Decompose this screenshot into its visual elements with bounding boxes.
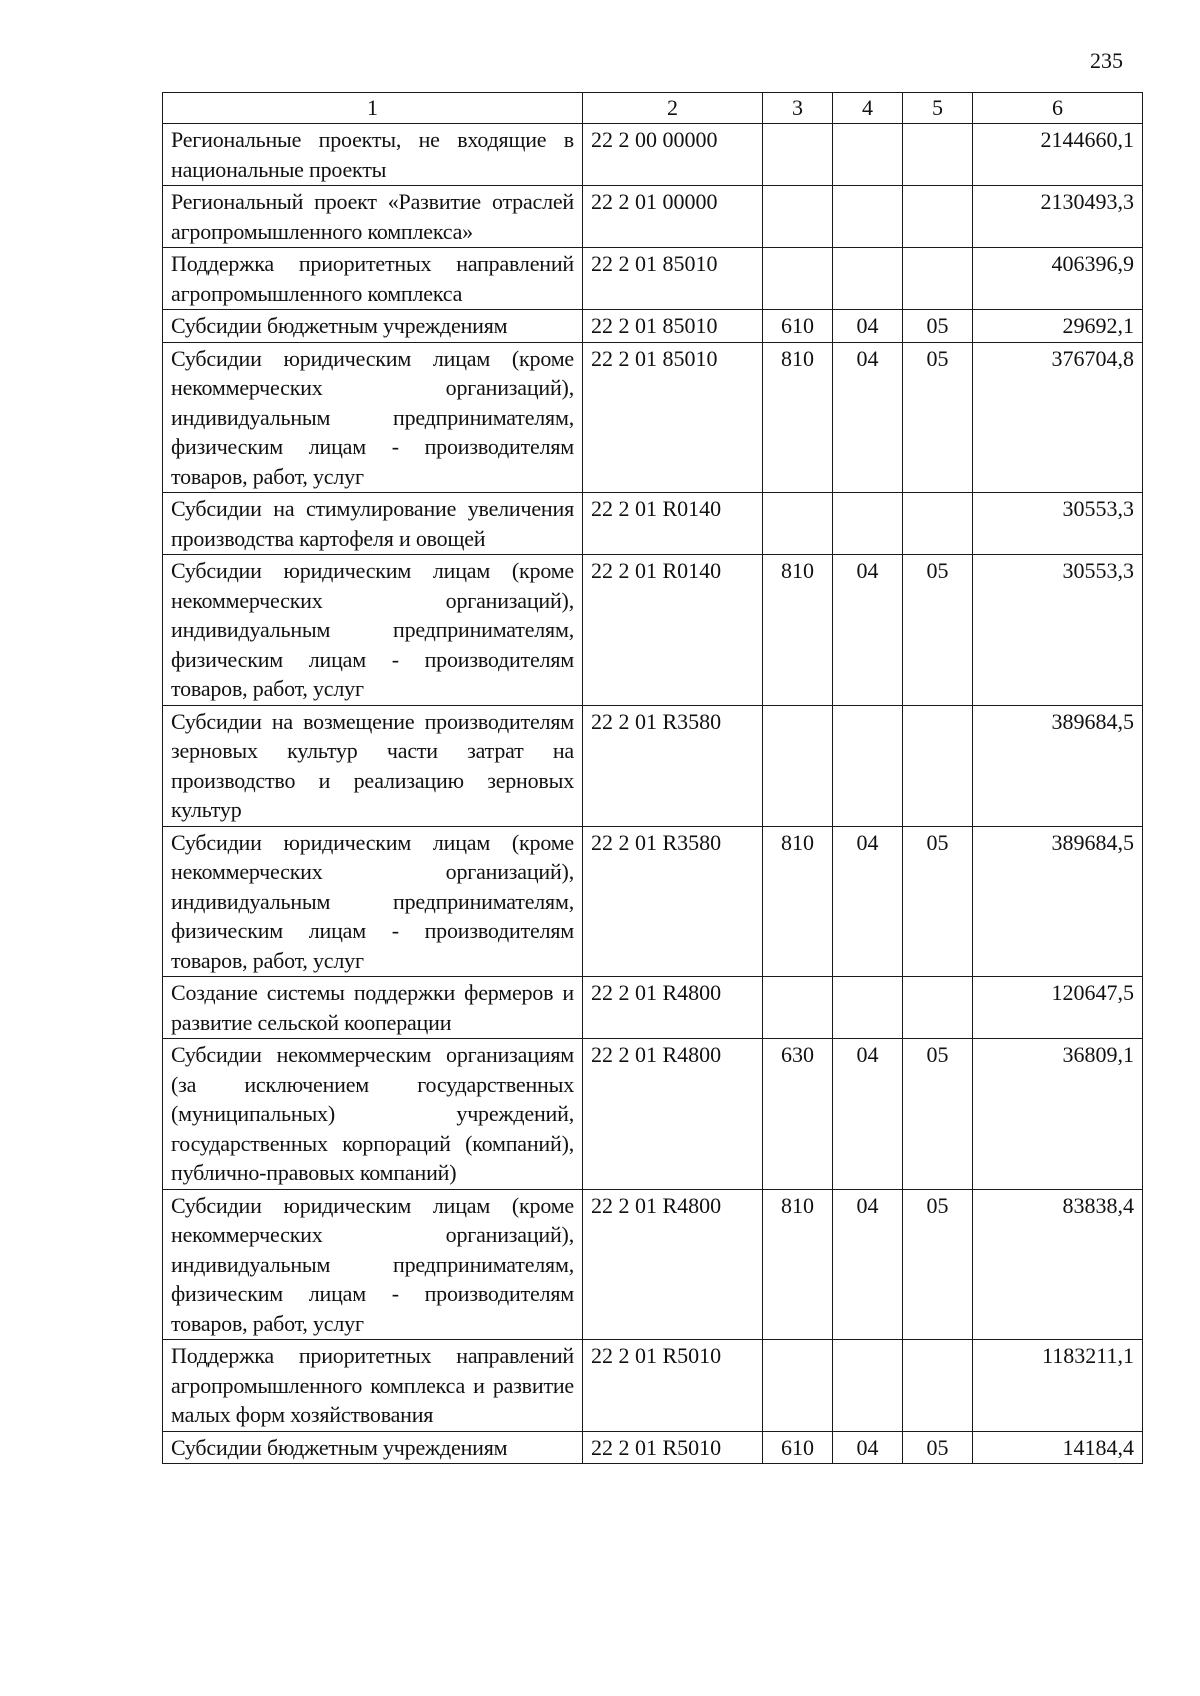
row-amount: 30553,3 <box>973 493 1143 555</box>
row-vr: 810 <box>763 1189 833 1340</box>
row-vr: 610 <box>763 1431 833 1464</box>
table-body <box>163 124 1143 1464</box>
row-rz: 04 <box>833 1431 903 1464</box>
row-rz: 04 <box>833 1039 903 1190</box>
row-pr <box>903 493 973 555</box>
row-rz: 04 <box>833 342 903 493</box>
row-vr <box>763 977 833 1039</box>
row-rz: 04 <box>833 555 903 706</box>
row-amount: 36809,1 <box>973 1039 1143 1190</box>
header-col-2: 2 <box>583 93 763 124</box>
row-code: 22 2 01 R5010 <box>583 1431 763 1464</box>
row-rz <box>833 705 903 826</box>
row-pr: 05 <box>903 342 973 493</box>
row-vr <box>763 186 833 248</box>
row-pr <box>903 124 973 186</box>
row-vr <box>763 248 833 310</box>
row-rz: 04 <box>833 1189 903 1340</box>
page-number: 235 <box>1090 48 1123 73</box>
row-pr: 05 <box>903 826 973 977</box>
row-vr: 810 <box>763 826 833 977</box>
row-rz <box>833 493 903 555</box>
row-rz <box>833 1340 903 1432</box>
table-row <box>163 705 1143 826</box>
header-col-6: 6 <box>973 93 1143 124</box>
row-pr: 05 <box>903 1189 973 1340</box>
table-row <box>163 186 1143 248</box>
table-row <box>163 1189 1143 1340</box>
row-vr <box>763 493 833 555</box>
row-name: Субсидии на стимулирование увеличения производства картофеля и овощей <box>163 493 583 555</box>
row-name: Субсидии на возмещение производителям зерновых культур части затрат на производство и реализацию зерновых культур <box>163 705 583 826</box>
row-vr: 810 <box>763 342 833 493</box>
row-rz <box>833 124 903 186</box>
row-amount: 14184,4 <box>973 1431 1143 1464</box>
row-code: 22 2 01 R3580 <box>583 705 763 826</box>
table-row <box>163 1039 1143 1190</box>
row-vr <box>763 705 833 826</box>
row-code: 22 2 01 85010 <box>583 310 763 343</box>
row-code: 22 2 01 R3580 <box>583 826 763 977</box>
row-code: 22 2 01 R0140 <box>583 555 763 706</box>
row-pr: 05 <box>903 310 973 343</box>
row-code: 22 2 01 R4800 <box>583 1039 763 1190</box>
row-amount: 2130493,3 <box>973 186 1143 248</box>
row-name: Создание системы поддержки фермеров и развитие сельской кооперации <box>163 977 583 1039</box>
header-row <box>163 93 1143 124</box>
row-name: Субсидии некоммерческим организациям (за исключением государственных (муниципальных) учреждений, государственных корпораций (компаний), публично-правовых компаний) <box>163 1039 583 1190</box>
row-name: Субсидии бюджетным учреждениям <box>163 310 583 343</box>
row-vr: 810 <box>763 555 833 706</box>
row-name: Субсидии бюджетным учреждениям <box>163 1431 583 1464</box>
table-row <box>163 248 1143 310</box>
table-row <box>163 977 1143 1039</box>
row-code: 22 2 01 R5010 <box>583 1340 763 1432</box>
row-pr <box>903 1340 973 1432</box>
row-code: 22 2 01 R4800 <box>583 1189 763 1340</box>
table-row <box>163 493 1143 555</box>
row-rz <box>833 186 903 248</box>
row-pr: 05 <box>903 555 973 706</box>
row-name: Субсидии юридическим лицам (кроме некоммерческих организаций), индивидуальным предпринимателям, физическим лицам - производителям товаров, работ, услуг <box>163 826 583 977</box>
row-amount: 1183211,1 <box>973 1340 1143 1432</box>
row-name: Региональные проекты, не входящие в национальные проекты <box>163 124 583 186</box>
row-name: Субсидии юридическим лицам (кроме некоммерческих организаций), индивидуальным предпринимателям, физическим лицам - производителям товаров, работ, услуг <box>163 555 583 706</box>
row-amount: 30553,3 <box>973 555 1143 706</box>
row-vr <box>763 124 833 186</box>
row-rz: 04 <box>833 310 903 343</box>
row-pr <box>903 186 973 248</box>
row-amount: 29692,1 <box>973 310 1143 343</box>
row-pr: 05 <box>903 1039 973 1190</box>
row-vr <box>763 1340 833 1432</box>
row-code: 22 2 01 00000 <box>583 186 763 248</box>
row-name: Поддержка приоритетных направлений агропромышленного комплекса и развитие малых форм хозяйствования <box>163 1340 583 1432</box>
row-amount: 389684,5 <box>973 826 1143 977</box>
row-code: 22 2 00 00000 <box>583 124 763 186</box>
row-amount: 2144660,1 <box>973 124 1143 186</box>
header-col-3: 3 <box>763 93 833 124</box>
row-code: 22 2 01 85010 <box>583 342 763 493</box>
table-row <box>163 310 1143 343</box>
header-col-1: 1 <box>163 93 583 124</box>
row-code: 22 2 01 R4800 <box>583 977 763 1039</box>
table-row <box>163 555 1143 706</box>
row-rz <box>833 248 903 310</box>
row-vr: 610 <box>763 310 833 343</box>
row-pr <box>903 248 973 310</box>
row-code: 22 2 01 85010 <box>583 248 763 310</box>
row-pr <box>903 705 973 826</box>
table-row <box>163 826 1143 977</box>
table-row <box>163 1431 1143 1464</box>
row-amount: 389684,5 <box>973 705 1143 826</box>
row-name: Региональный проект «Развитие отраслей агропромышленного комплекса» <box>163 186 583 248</box>
row-pr <box>903 977 973 1039</box>
row-vr: 630 <box>763 1039 833 1190</box>
row-code: 22 2 01 R0140 <box>583 493 763 555</box>
budget-table <box>162 92 1143 1464</box>
header-col-4: 4 <box>833 93 903 124</box>
row-rz: 04 <box>833 826 903 977</box>
table-row <box>163 124 1143 186</box>
header-col-5: 5 <box>903 93 973 124</box>
row-name: Поддержка приоритетных направлений агропромышленного комплекса <box>163 248 583 310</box>
row-name: Субсидии юридическим лицам (кроме некоммерческих организаций), индивидуальным предпринимателям, физическим лицам - производителям товаров, работ, услуг <box>163 342 583 493</box>
row-pr: 05 <box>903 1431 973 1464</box>
row-amount: 83838,4 <box>973 1189 1143 1340</box>
row-amount: 406396,9 <box>973 248 1143 310</box>
table-row <box>163 1340 1143 1432</box>
row-amount: 120647,5 <box>973 977 1143 1039</box>
row-rz <box>833 977 903 1039</box>
row-name: Субсидии юридическим лицам (кроме некоммерческих организаций), индивидуальным предпринимателям, физическим лицам - производителям товаров, работ, услуг <box>163 1189 583 1340</box>
table-row <box>163 342 1143 493</box>
row-amount: 376704,8 <box>973 342 1143 493</box>
